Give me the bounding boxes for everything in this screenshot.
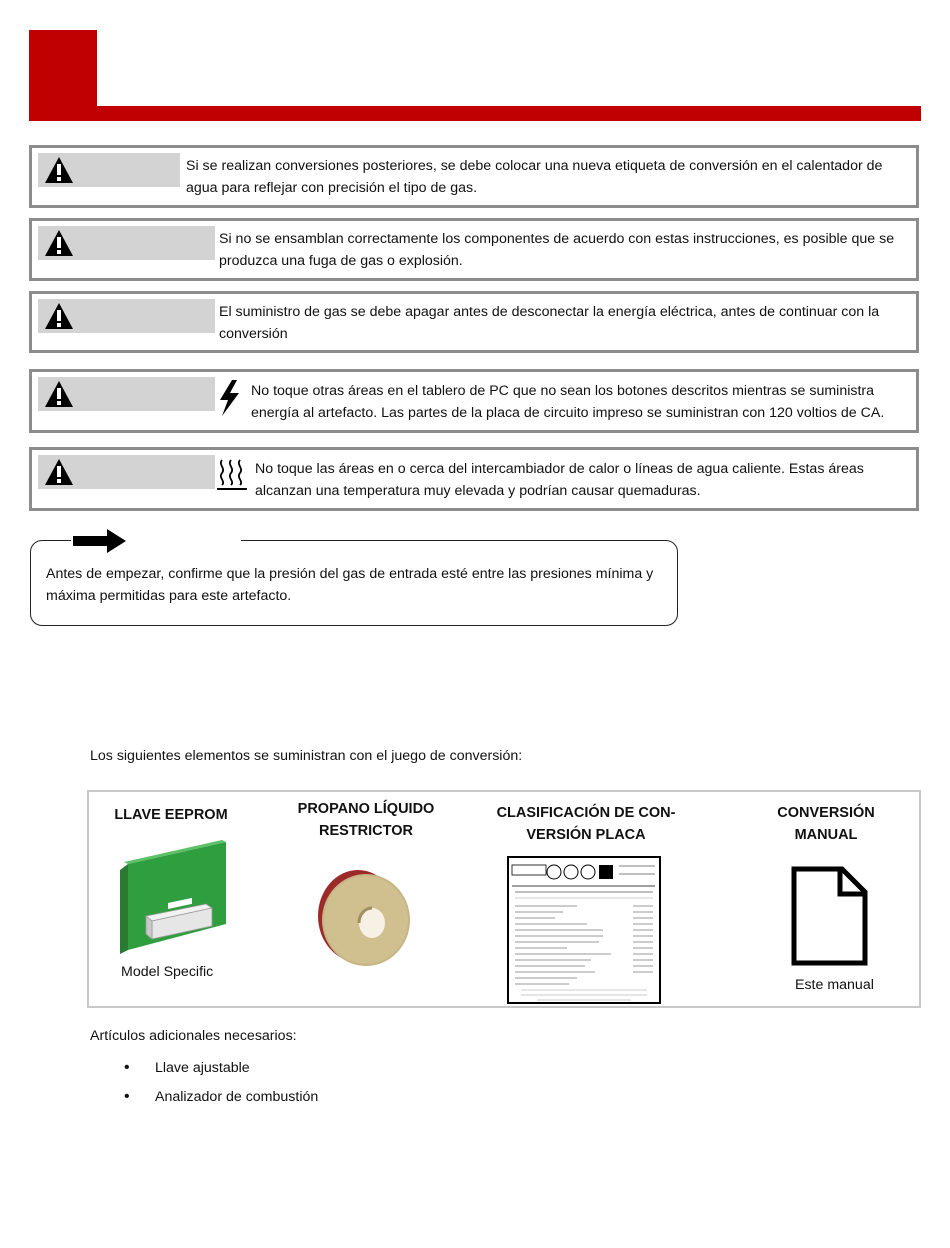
warning-triangle-icon [44, 458, 74, 486]
note-text: Antes de empezar, confirme que la presión del gas de entrada esté entre las presiones mínima y máxima permitidas para este artefacto. [46, 566, 654, 604]
warning-label [38, 226, 215, 260]
warning-triangle-icon [44, 156, 74, 184]
kit-item-title-manual [761, 802, 891, 846]
list-item: • Llave ajustable [124, 1058, 318, 1087]
warning-text: Si no se ensamblan correctamente los componentes de acuerdo con estas instrucciones, es posible que se produzca una fuga de gas o explosión. [219, 231, 895, 269]
warning-label [38, 377, 215, 411]
additional-items-title: Artículos adicionales necesarios: [90, 1028, 297, 1044]
kit-item-title-line: RESTRICTOR [319, 823, 413, 839]
warning-box-4 [29, 369, 919, 433]
conversion-rating-plate-image [507, 856, 661, 1004]
document-icon [789, 866, 869, 966]
hot-surface-icon [216, 456, 248, 492]
kit-item-title-eeprom: LLAVE EEPROM [114, 807, 228, 823]
warning-label [38, 299, 215, 333]
warning-box-1 [29, 145, 919, 208]
warning-box-2 [29, 218, 919, 281]
warning-box-3 [29, 291, 919, 353]
kit-item-title-line: PROPANO LÍQUIDO [297, 801, 435, 817]
kit-contents-box [87, 790, 921, 1008]
arrow-right-icon [73, 528, 127, 554]
kit-item-title-line: MANUAL [794, 827, 858, 843]
warning-label [38, 153, 180, 187]
warning-triangle-icon [44, 229, 74, 257]
kit-intro: Los siguientes elementos se suministran con el juego de conversión: [90, 748, 523, 764]
warning-label [38, 455, 215, 489]
additional-items-list [124, 1058, 318, 1116]
electric-shock-icon [215, 378, 243, 418]
note-box [30, 540, 678, 626]
eeprom-key-image [116, 838, 230, 956]
warning-text: Si se realizan conversiones posteriores, se debe colocar una nueva etiqueta de conversión en el calentador de agua para reflejar con precisión el tipo de gas. [186, 158, 883, 196]
kit-item-title-line: VERSIÓN PLACA [526, 827, 646, 843]
kit-item-title-line: CONVERSIÓN [777, 805, 875, 821]
restrictor-image [314, 866, 416, 970]
header-red-bar [29, 106, 921, 121]
warning-triangle-icon [44, 302, 74, 330]
kit-item-caption-manual: Este manual [795, 977, 874, 993]
list-item: • Analizador de combustión [124, 1087, 318, 1116]
header-red-square [29, 30, 97, 108]
kit-item-title-line: CLASIFICACIÓN DE CON- [496, 805, 676, 821]
warning-triangle-icon [44, 380, 74, 408]
kit-item-title-restrictor [279, 798, 453, 842]
kit-item-caption-eeprom: Model Specific [121, 964, 214, 980]
warning-text: No toque otras áreas en el tablero de PC que no sean los botones descritos mientras se suministra energía al artefacto. Las partes de la placa de circuito impreso se suministran con 120 voltios de CA. [251, 383, 885, 421]
warning-text: El suministro de gas se debe apagar antes de desconectar la energía eléctrica, antes de continuar con la conversión [219, 304, 880, 342]
warning-text: No toque las áreas en o cerca del intercambiador de calor o líneas de agua caliente. Estas áreas alcanzan una temperatura muy elevada y podrían causar quemaduras. [255, 461, 864, 499]
kit-item-title-rating-plate [487, 802, 685, 846]
warning-box-5 [29, 447, 919, 511]
